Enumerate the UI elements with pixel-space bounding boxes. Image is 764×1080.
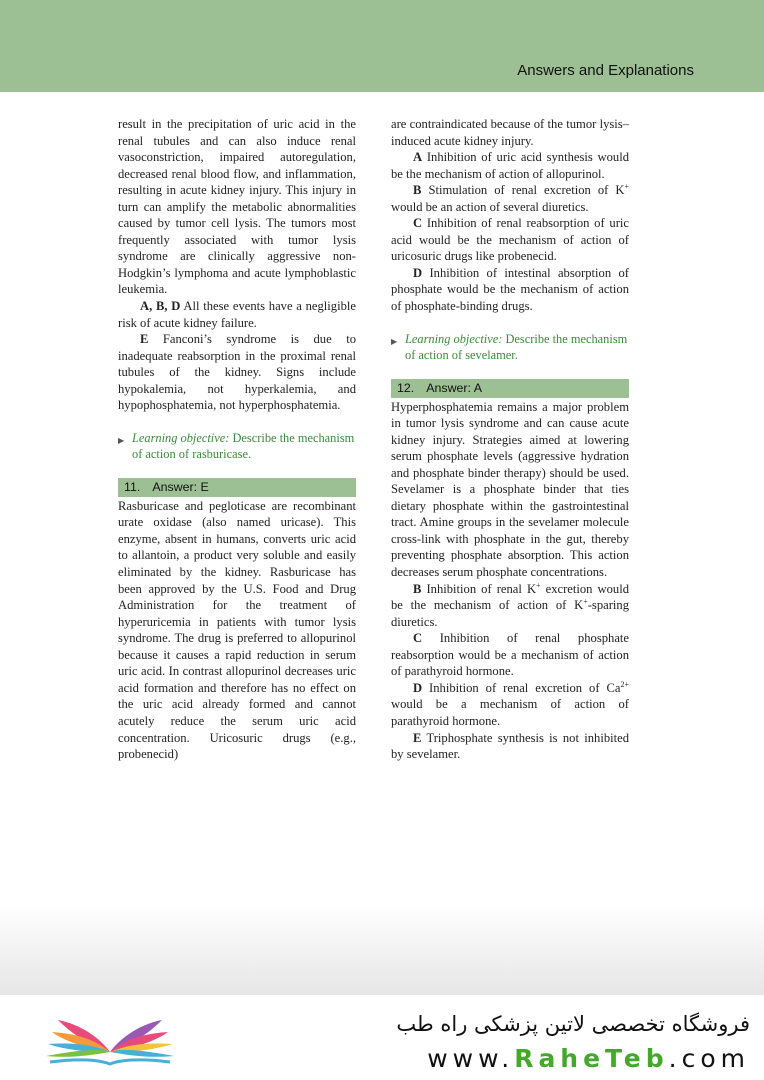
question-number: 11. — [124, 479, 141, 494]
learning-objective — [118, 430, 356, 462]
option-letter: D — [413, 265, 423, 280]
paragraph: D Inhibition of intestinal absorption of phosphate would be the mechanism of action of phosphate-binding drugs. — [391, 265, 629, 314]
answer-header-12 — [391, 379, 629, 398]
option-letter: C — [413, 631, 423, 646]
paragraph: Rasburicase and pegloticase are recombinant urate oxidase (also named uricase). This enzyme, absent in humans, converts uric acid to allantoin, a product very soluble and easily eliminated by the kidney. Rasburicase has been approved by the U.S. Food and Drug Administration for the treatment of hyperuricemia in patients with tumor lysis syndrome. The drug is preferred to allopurinol because it causes a rapid reduction in serum uric acid. In contrast allopurinol decreases uric acid formation and therefore has no effect on the uric acid already formed and cannot acutely reduce the serum uric acid concentration. Uricosuric drugs (e.g., probenecid) — [118, 498, 356, 762]
learning-objective-label: Learning objective: — [132, 430, 230, 445]
open-book-logo-icon — [40, 1008, 180, 1072]
learning-objective-label: Learning objective: — [405, 331, 503, 346]
option-letter: B — [413, 183, 422, 198]
shop-url: www.RaheTeb.com — [427, 1044, 750, 1073]
learning-objective-text: Describe the mechanism of action of rasburicase. — [132, 430, 355, 461]
option-letters: A, B, D — [140, 299, 181, 314]
page-header-band — [0, 0, 764, 92]
paragraph: B Stimulation of renal excretion of K+ would be an action of several diuretics. — [391, 182, 629, 214]
page-bottom-shadow — [0, 905, 764, 995]
paragraph: E Triphosphate synthesis is not inhibited by sevelamer. — [391, 730, 629, 762]
paragraph: A Inhibition of uric acid synthesis would be the mechanism of action of allopurinol. — [391, 150, 629, 181]
answer-label: Answer: E — [152, 479, 209, 494]
paragraph: are contraindicated because of the tumor lysis–induced acute kidney injury. — [391, 117, 629, 148]
shop-name: فروشگاه تخصصی لاتین پزشکی راه طب — [396, 1012, 750, 1036]
paragraph: result in the precipitation of uric acid in the renal tubules and can also induce renal vasoconstriction, impaired autoregulation, decreased renal blood flow, and inflammation, resulting in acute kidney injury. This injury in turn can amplify the metabolic abnormalities caused by tumor cell lysis. The tumors most frequently associated with tumor lysis syndrome are clinically aggressive non-Hodgkin’s lymphoma and acute lymphoblastic leukemia. — [118, 117, 356, 297]
question-number: 12. — [397, 380, 415, 395]
paragraph: D Inhibition of renal excretion of $Ca^{2+}$ would be a mechanism of action of parathyroid hormone. — [391, 679, 629, 728]
option-letter: B — [413, 581, 422, 596]
left-column — [118, 116, 356, 763]
right-column — [391, 116, 629, 763]
paragraph: B Inhibition of renal K+ excretion would be the mechanism of action of K+-sparing diuretics. — [391, 580, 629, 629]
page-running-title: Answers and Explanations — [517, 62, 694, 79]
triangle-bullet-icon: ▶ — [391, 336, 398, 346]
paragraph: C Inhibition of renal reabsorption of uric acid would be the mechanism of action of uricosuric drugs like probenecid. — [391, 216, 629, 264]
option-letter: C — [413, 216, 423, 231]
option-letter: E — [413, 730, 422, 745]
option-letters: E — [140, 332, 149, 347]
answer-header-11 — [118, 478, 356, 497]
paragraph: E Fanconi’s syndrome is due to inadequate reabsorption in the proximal renal tubules of the kidney. Signs include hypokalemia, not hyperkalemia, and hypophosphatemia, not hyperphosphatemia. — [118, 332, 356, 413]
option-letter: A — [413, 150, 423, 165]
shop-brand: RaheTeb — [514, 1044, 669, 1073]
triangle-bullet-icon: ▶ — [118, 435, 125, 445]
answer-label: Answer: A — [426, 380, 483, 395]
learning-objective — [391, 331, 629, 363]
paragraph: Hyperphosphatemia remains a major problem in tumor lysis syndrome and can cause acute kidney injury. Strategies aimed at lowering serum phosphate levels (aggressive hydration and phosphate binder therapy) should be used. Sevelamer is a phosphate binder that ties dietary phosphate within the gastrointestinal tract. Amine groups in the sevelamer molecule cross-link with phosphate in the gut, thereby preventing phosphate absorption. This action decreases serum phosphate concentrations. — [391, 399, 629, 580]
learning-objective-text: Describe the mechanism of action of sevelamer. — [405, 331, 628, 362]
paragraph: A, B, D All these events have a negligible risk of acute kidney failure. — [118, 299, 356, 330]
option-letter: D — [413, 680, 423, 695]
paragraph: C Inhibition of renal phosphate reabsorption would be a mechanism of action of parathyroid hormone. — [391, 631, 629, 679]
